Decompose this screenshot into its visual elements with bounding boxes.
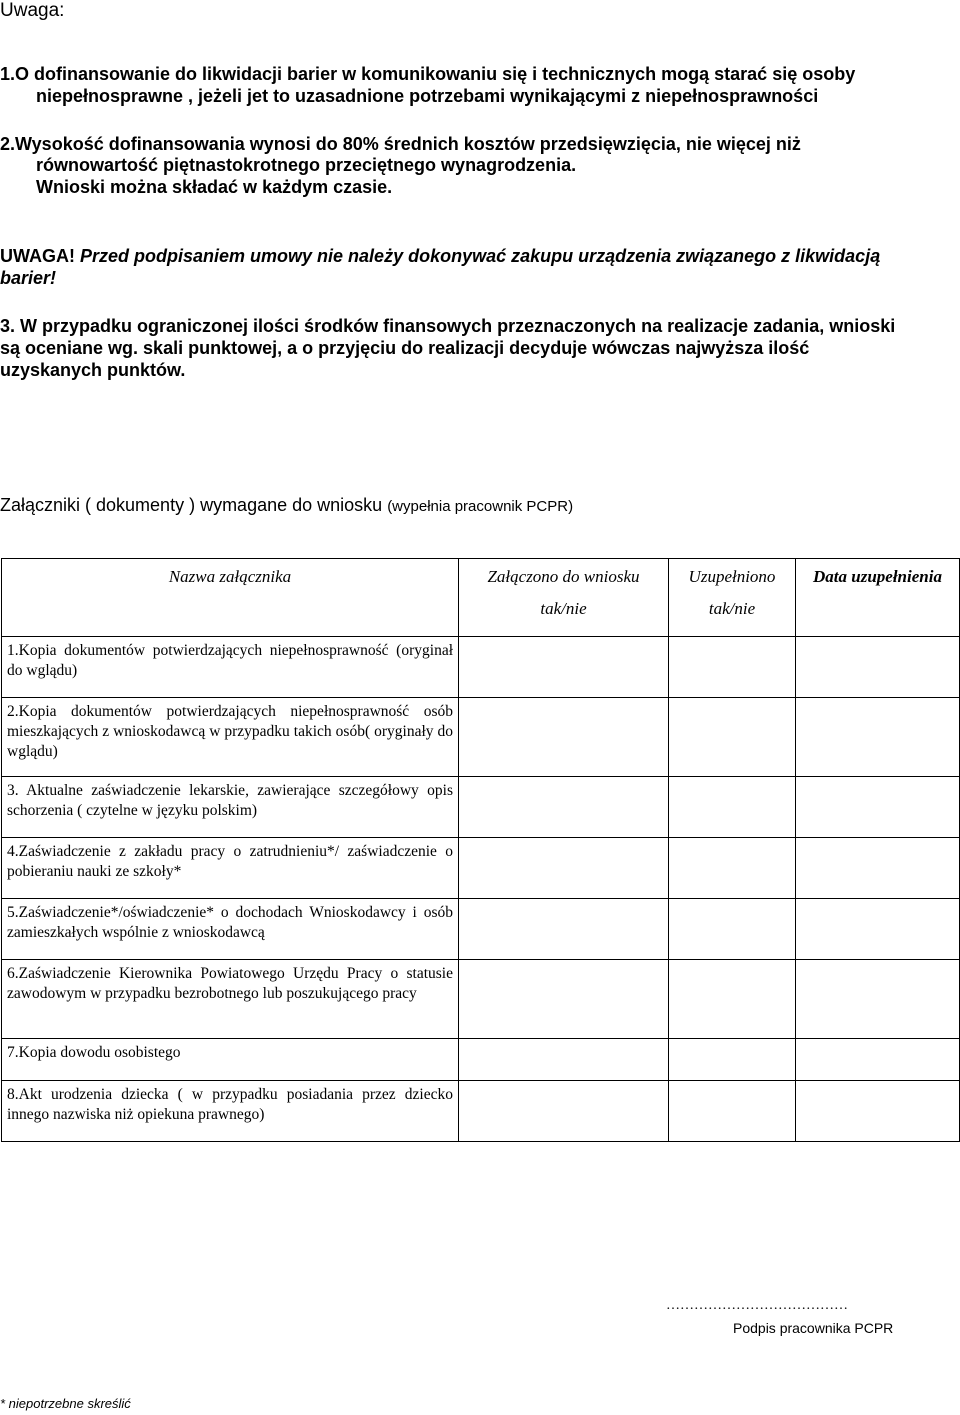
row-8-attached-cell[interactable] [459,1081,669,1142]
row-4-completed-cell[interactable] [669,838,796,899]
row-6-date-cell[interactable] [796,960,960,1039]
warning-text: Przed podpisaniem umowy nie należy dokonywać zakupu urządzenia związanego z likwidacją [75,246,881,266]
row-4-name-cell [2,838,459,899]
row-4-text: 4.Zaświadczenie z zakładu pracy o zatrudnieniu*/ zaświadczenie o pobieraniu nauki ze szkoły* [7,843,453,880]
row-1-attached-cell[interactable] [459,637,669,698]
table-row [2,1081,960,1142]
row-3-attached-cell[interactable] [459,777,669,838]
row-5-name-cell [2,899,459,960]
header-date-cell [796,559,960,637]
row-2-completed-cell[interactable] [669,698,796,777]
row-8-name-cell [2,1081,459,1142]
row-5-date-cell[interactable] [796,899,960,960]
row-3-name-cell [2,777,459,838]
footnote: * niepotrzebne skreślić [0,1396,131,1411]
row-2-attached-cell[interactable] [459,698,669,777]
row-4-date-cell[interactable] [796,838,960,899]
row-3-date-cell[interactable] [796,777,960,838]
attachments-title: Załączniki ( dokumenty ) wymagane do wniosku [0,495,383,515]
header-completed: Uzupełniono [688,567,776,586]
table-row [2,777,960,838]
point-3-line-2: są oceniane wg. skali punktowej, a o przyjęciu do realizacji decyduje wówczas najwyższa ilość [0,338,810,358]
table-row [2,698,960,777]
attachments-title-note: (wypełnia pracownik PCPR) [387,498,574,515]
header-completed-cell [669,559,796,637]
point-2-line-1: 2.Wysokość dofinansowania wynosi do 80% średnich kosztów przedsięwzięcia, nie więcej niż [0,134,801,154]
row-6-completed-cell[interactable] [669,960,796,1039]
row-3-text: 3. Aktualne zaświadczenie lekarskie, zawierające szczegółowy opis schorzenia ( czytelne w języku polskim) [7,782,453,819]
row-7-text: 7.Kopia dowodu osobistego [7,1044,181,1061]
row-1-date-cell[interactable] [796,637,960,698]
point-1-line-1: 1.O dofinansowanie do likwidacji barier w komunikowaniu się i technicznych mogą starać się osoby [0,64,856,84]
table-row [2,899,960,960]
warning-line-2: barier! [0,268,57,288]
warning-prefix: UWAGA! [0,246,75,266]
row-8-completed-cell[interactable] [669,1081,796,1142]
header-name-cell [2,559,459,637]
attachments-title-row [0,495,573,517]
point-2-line-3: Wnioski można składać w każdym czasie. [36,177,393,197]
row-8-text: 8.Akt urodzenia dziecka ( w przypadku posiadania przez dziecko innego nazwiska niż opiekuna prawnego) [7,1086,453,1123]
table-row [2,1039,960,1081]
header-attached-sub: tak/nie [540,599,587,618]
row-8-date-cell[interactable] [796,1081,960,1142]
table-row [2,960,960,1039]
row-6-text: 6.Zaświadczenie Kierownika Powiatowego Urzędu Pracy o statusie zawodowym w przypadku bezrobotnego lub poszukującego pracy [7,965,453,1002]
row-1-text: 1.Kopia dokumentów potwierdzających niepełnosprawność (oryginał do wglądu) [7,642,453,679]
row-6-name-cell [2,960,459,1039]
attachments-table [1,558,960,1142]
row-2-text: 2.Kopia dokumentów potwierdzających niepełnosprawność osób mieszkających z wnioskodawcą w przypadku takich osób( oryginały do wglądu) [7,703,453,760]
row-4-attached-cell[interactable] [459,838,669,899]
row-1-name-cell [2,637,459,698]
header-date: Data uzupełnienia [813,567,942,586]
point-1-line-2: niepełnosprawne , jeżeli jet to uzasadnione potrzebami wynikającymi z niepełnosprawności [36,86,819,106]
signature-line: ………………………………… [666,1298,848,1313]
row-7-completed-cell[interactable] [669,1039,796,1081]
point-3-line-1: 3. W przypadku ograniczonej ilości środków finansowych przeznaczonych na realizacje zadania, wnioski [0,316,896,336]
point-2-line-2: równowartość piętnastokrotnego przeciętnego wynagrodzenia. [36,155,577,175]
row-5-text: 5.Zaświadczenie*/oświadczenie* o dochodach Wnioskodawcy i osób zamieszkałych wspólnie z wnioskodawcą [7,904,453,941]
table-row [2,838,960,899]
signature-label: Podpis pracownika PCPR [733,1320,894,1336]
header-name: Nazwa załącznika [168,567,292,586]
row-5-attached-cell[interactable] [459,899,669,960]
row-6-attached-cell[interactable] [459,960,669,1039]
warning-line-1 [0,246,880,267]
row-2-name-cell [2,698,459,777]
table-row [2,637,960,698]
row-7-attached-cell[interactable] [459,1039,669,1081]
row-7-date-cell[interactable] [796,1039,960,1081]
row-7-name-cell [2,1039,459,1081]
row-2-date-cell[interactable] [796,698,960,777]
header-attached: Załączono do wniosku [487,567,640,586]
row-5-completed-cell[interactable] [669,899,796,960]
point-3-line-3: uzyskanych punktów. [0,360,186,380]
row-1-completed-cell[interactable] [669,637,796,698]
header-completed-sub: tak/nie [708,599,756,618]
row-3-completed-cell[interactable] [669,777,796,838]
table-header-row [2,559,960,637]
page-heading: Uwaga: [0,0,65,21]
header-attached-cell [459,559,669,637]
